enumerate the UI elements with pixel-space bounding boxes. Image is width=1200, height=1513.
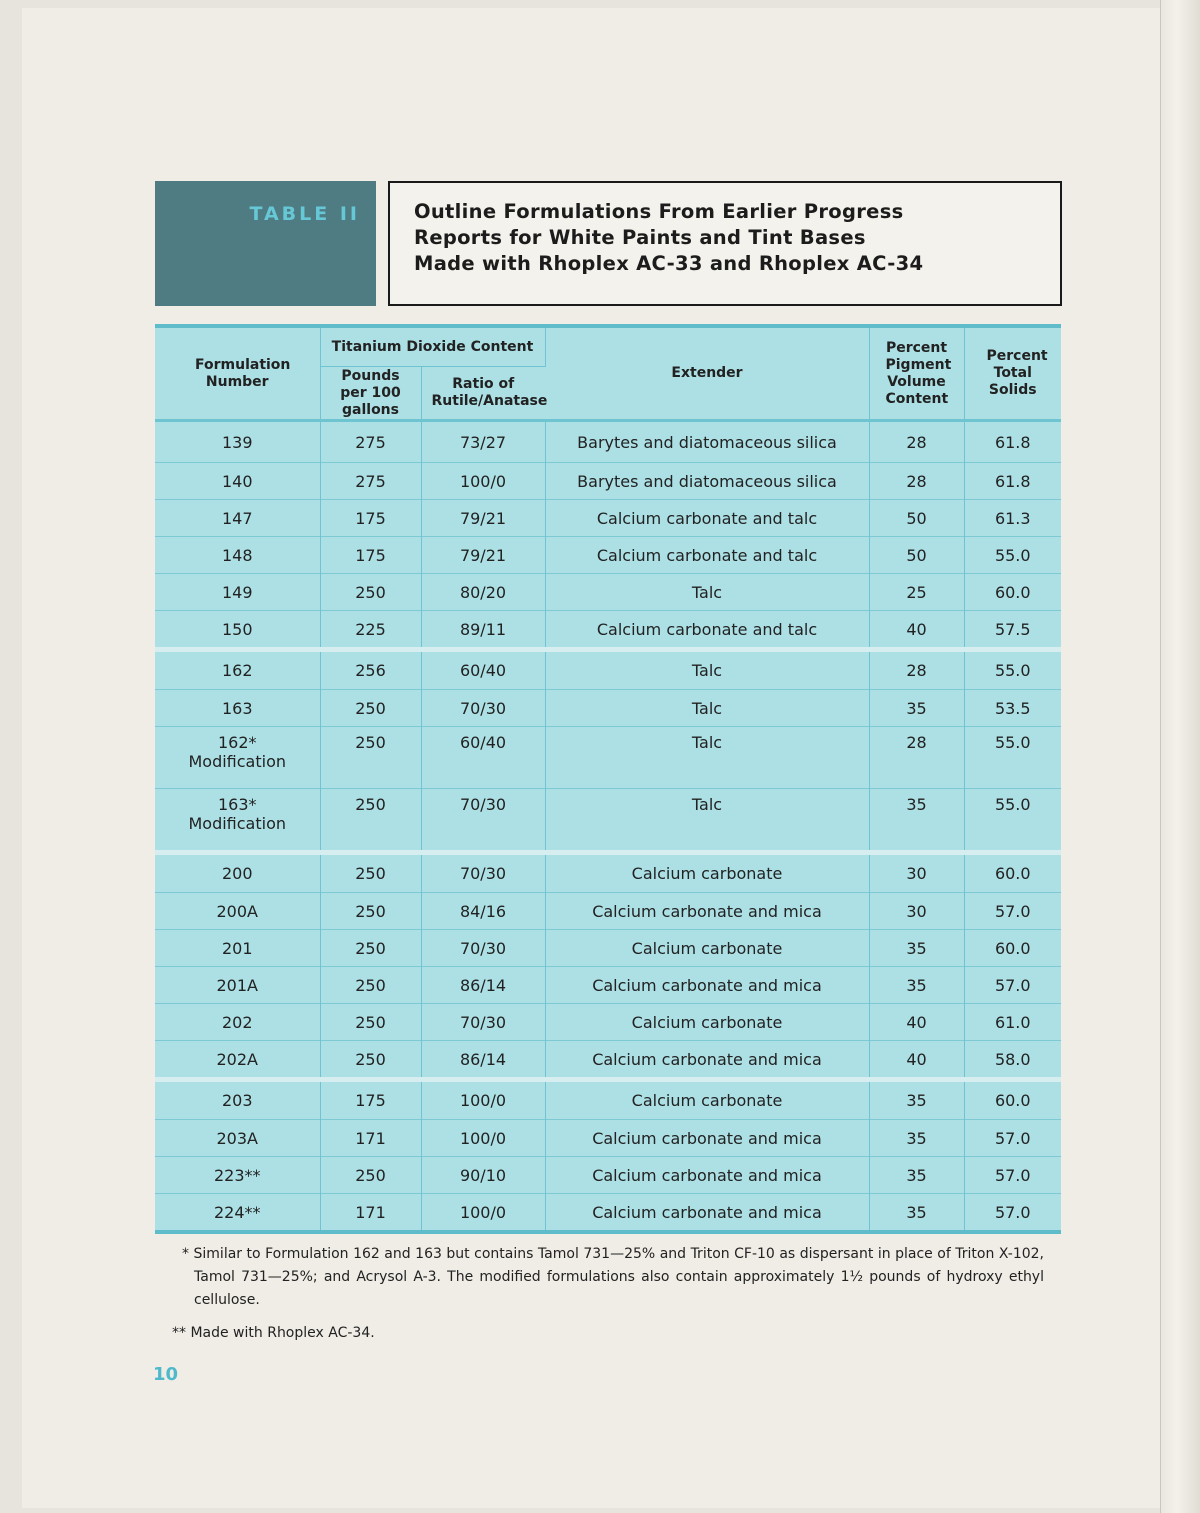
- cell-pounds: [320, 463, 421, 500]
- table-label: TABLE II: [249, 203, 360, 225]
- cell-total-solids: [964, 1120, 1061, 1157]
- cell-ratio-value: 60/40: [459, 661, 507, 680]
- cell-formulation-number-value: 163: [221, 698, 253, 718]
- footnotes: [172, 1243, 1044, 1345]
- cell-ratio-value: 79/21: [459, 545, 507, 565]
- cell-formulation-number-value: 223**: [213, 1165, 261, 1185]
- table-row: [155, 463, 1061, 500]
- cell-pvc-value: 25: [906, 582, 927, 602]
- table-row: [155, 930, 1061, 967]
- cell-pounds-value: 275: [355, 432, 386, 452]
- cell-formulation-number: [155, 1004, 320, 1041]
- cell-ratio: [421, 1080, 545, 1120]
- cell-formulation-number: [155, 1157, 320, 1194]
- cell-ratio: [421, 611, 545, 650]
- cell-pounds-value: 256: [355, 661, 386, 680]
- cell-formulation-number: [155, 967, 320, 1004]
- cell-pvc: [869, 500, 964, 537]
- cell-formulation-number: [155, 500, 320, 537]
- cell-pvc-value: 35: [906, 975, 927, 995]
- cell-total-solids-value: 57.0: [994, 1202, 1031, 1222]
- cell-total-solids: [964, 727, 1061, 789]
- col-header-ratio: Ratio of Rutile/Anatase: [421, 367, 545, 421]
- cell-pounds-value: 250: [355, 864, 386, 883]
- cell-total-solids: [964, 893, 1061, 930]
- cell-ratio-value: 100/0: [459, 1091, 507, 1110]
- cell-pvc: [869, 853, 964, 893]
- cell-pvc-value: 35: [906, 1091, 927, 1110]
- cell-ratio: [421, 650, 545, 690]
- cell-extender: [545, 930, 869, 967]
- cell-formulation-number: [155, 789, 320, 853]
- cell-formulation-number-value: 162: [221, 661, 253, 680]
- cell-pounds: [320, 1004, 421, 1041]
- cell-pounds: [320, 1080, 421, 1120]
- cell-pounds: [320, 789, 421, 853]
- cell-total-solids: [964, 500, 1061, 537]
- cell-formulation-number-value: 201: [221, 938, 253, 958]
- table-row: [155, 1120, 1061, 1157]
- cell-total-solids-value: 55.0: [994, 545, 1031, 565]
- cell-pvc-value: 40: [906, 1012, 927, 1032]
- cell-pounds-value: 250: [355, 1165, 386, 1185]
- cell-total-solids-value: 53.5: [994, 698, 1031, 718]
- cell-total-solids-value: 61.8: [994, 432, 1031, 452]
- cell-extender: [545, 893, 869, 930]
- cell-pvc: [869, 1080, 964, 1120]
- table-row: [155, 1041, 1061, 1080]
- cell-extender: [545, 1041, 869, 1080]
- cell-pvc: [869, 463, 964, 500]
- cell-ratio: [421, 574, 545, 611]
- cell-formulation-note: Modification: [188, 752, 287, 771]
- cell-formulation-number: [155, 421, 320, 463]
- cell-extender: [545, 463, 869, 500]
- cell-pounds-value: 171: [355, 1128, 386, 1148]
- table-row: [155, 421, 1061, 463]
- cell-formulation-number: [155, 537, 320, 574]
- cell-ratio: [421, 1120, 545, 1157]
- cell-ratio-value: 70/30: [459, 938, 507, 958]
- cell-extender: [545, 789, 869, 853]
- cell-pounds-value: 175: [355, 545, 386, 565]
- cell-ratio: [421, 1157, 545, 1194]
- table-row: [155, 1080, 1061, 1120]
- cell-pounds-value: 250: [355, 733, 386, 752]
- cell-ratio: [421, 537, 545, 574]
- cell-formulation-note: Modification: [188, 814, 287, 833]
- cell-pvc-value: 28: [906, 733, 927, 752]
- cell-formulation-number-value: 150: [221, 619, 253, 639]
- cell-extender-value: Calcium carbonate and mica: [592, 1202, 822, 1222]
- cell-pounds: [320, 727, 421, 789]
- cell-pounds: [320, 1041, 421, 1080]
- table-row: [155, 967, 1061, 1004]
- cell-pounds: [320, 421, 421, 463]
- cell-ratio-value: 79/21: [459, 508, 507, 528]
- table-row: [155, 500, 1061, 537]
- cell-pvc-value: 28: [906, 661, 927, 680]
- cell-formulation-number: [155, 690, 320, 727]
- cell-extender: [545, 1080, 869, 1120]
- cell-formulation-number: [155, 853, 320, 893]
- cell-pounds-value: 175: [355, 1091, 386, 1110]
- cell-pounds-value: 250: [355, 901, 386, 921]
- cell-total-solids: [964, 690, 1061, 727]
- cell-total-solids: [964, 967, 1061, 1004]
- cell-ratio: [421, 727, 545, 789]
- cell-total-solids: [964, 930, 1061, 967]
- cell-ratio-value: 70/30: [459, 864, 507, 883]
- cell-pounds-value: 250: [355, 795, 386, 814]
- cell-formulation-number-value: 202A: [216, 1049, 258, 1069]
- cell-pounds-value: 250: [355, 938, 386, 958]
- footnote-double-asterisk: ** Made with Rhoplex AC-34.: [172, 1325, 375, 1341]
- cell-pvc: [869, 1041, 964, 1080]
- cell-ratio-value: 84/16: [459, 901, 507, 921]
- cell-pvc: [869, 574, 964, 611]
- cell-ratio-value: 70/30: [459, 795, 507, 814]
- cell-formulation-number: [155, 1194, 320, 1231]
- table-row: [155, 537, 1061, 574]
- cell-pvc-value: 35: [906, 1202, 927, 1222]
- cell-formulation-number: [155, 574, 320, 611]
- cell-ratio: [421, 463, 545, 500]
- cell-extender: [545, 611, 869, 650]
- cell-extender-value: Calcium carbonate and talc: [596, 619, 818, 639]
- cell-total-solids: [964, 421, 1061, 463]
- cell-pounds: [320, 500, 421, 537]
- cell-ratio-value: 70/30: [459, 698, 507, 718]
- cell-total-solids-value: 61.8: [994, 471, 1031, 491]
- cell-extender-value: Talc: [691, 733, 723, 752]
- cell-extender-value: Talc: [691, 795, 723, 814]
- table-row: [155, 690, 1061, 727]
- cell-total-solids-value: 60.0: [994, 1091, 1031, 1110]
- cell-formulation-number-value: 147: [221, 508, 253, 528]
- cell-pvc-value: 28: [906, 432, 927, 452]
- cell-pvc: [869, 537, 964, 574]
- cell-total-solids: [964, 650, 1061, 690]
- cell-pvc: [869, 421, 964, 463]
- cell-pounds: [320, 1194, 421, 1231]
- cell-pvc-value: 40: [906, 1049, 927, 1069]
- cell-pounds: [320, 967, 421, 1004]
- cell-pounds-value: 250: [355, 582, 386, 602]
- cell-pvc: [869, 1157, 964, 1194]
- cell-formulation-number-value: 200A: [216, 901, 258, 921]
- cell-formulation-number: [155, 727, 320, 789]
- cell-pvc: [869, 893, 964, 930]
- table-title-box: [388, 181, 1062, 306]
- cell-pvc: [869, 1194, 964, 1231]
- cell-ratio: [421, 690, 545, 727]
- cell-total-solids-value: 58.0: [994, 1049, 1031, 1069]
- cell-total-solids: [964, 1004, 1061, 1041]
- cell-extender: [545, 574, 869, 611]
- cell-extender-value: Calcium carbonate and talc: [596, 508, 818, 528]
- cell-pvc-value: 35: [906, 1165, 927, 1185]
- cell-formulation-number-value: 162*: [217, 733, 257, 752]
- cell-extender-value: Calcium carbonate and mica: [592, 975, 822, 995]
- book-spine: [1160, 0, 1200, 1513]
- cell-pvc: [869, 690, 964, 727]
- table-row: [155, 1194, 1061, 1231]
- col-header-total-solids: Percent Total Solids: [964, 328, 1061, 421]
- cell-pvc: [869, 1120, 964, 1157]
- cell-pvc: [869, 789, 964, 853]
- cell-extender: [545, 1120, 869, 1157]
- cell-pounds: [320, 690, 421, 727]
- title-line-3: Made with Rhoplex AC-33 and Rhoplex AC-34: [414, 252, 924, 275]
- cell-formulation-number: [155, 650, 320, 690]
- cell-pounds: [320, 930, 421, 967]
- table-row: [155, 853, 1061, 893]
- col-header-pvc: Percent Pigment Volume Content: [869, 328, 964, 421]
- cell-pounds: [320, 537, 421, 574]
- cell-extender: [545, 537, 869, 574]
- cell-pvc-value: 35: [906, 795, 927, 814]
- cell-extender-value: Barytes and diatomaceous silica: [577, 432, 837, 452]
- cell-pounds-value: 175: [355, 508, 386, 528]
- cell-formulation-number-value: 201A: [216, 975, 258, 995]
- cell-extender: [545, 967, 869, 1004]
- cell-ratio: [421, 930, 545, 967]
- cell-formulation-number-value: 200: [221, 864, 253, 883]
- cell-total-solids: [964, 537, 1061, 574]
- cell-total-solids-value: 60.0: [994, 864, 1031, 883]
- cell-extender: [545, 421, 869, 463]
- cell-ratio-value: 100/0: [459, 1202, 507, 1222]
- cell-pvc: [869, 650, 964, 690]
- table-row: [155, 727, 1061, 789]
- cell-ratio-value: 73/27: [459, 432, 507, 452]
- cell-formulation-number: [155, 893, 320, 930]
- cell-ratio-value: 90/10: [459, 1165, 507, 1185]
- col-header-pounds: Pounds per 100 gallons: [320, 367, 421, 421]
- cell-extender-value: Calcium carbonate and talc: [596, 545, 818, 565]
- cell-total-solids-value: 60.0: [994, 938, 1031, 958]
- cell-total-solids: [964, 1157, 1061, 1194]
- cell-extender-value: Calcium carbonate and mica: [592, 1128, 822, 1148]
- table-row: [155, 893, 1061, 930]
- cell-pounds: [320, 853, 421, 893]
- cell-ratio: [421, 1194, 545, 1231]
- cell-ratio-value: 100/0: [459, 471, 507, 491]
- cell-formulation-number-value: 203A: [216, 1128, 258, 1148]
- table-row: [155, 1004, 1061, 1041]
- cell-pounds: [320, 893, 421, 930]
- cell-total-solids-value: 55.0: [994, 733, 1031, 752]
- cell-total-solids: [964, 853, 1061, 893]
- table-title: [414, 199, 1054, 277]
- cell-total-solids: [964, 789, 1061, 853]
- cell-extender: [545, 650, 869, 690]
- cell-ratio: [421, 853, 545, 893]
- cell-total-solids: [964, 574, 1061, 611]
- title-line-1: Outline Formulations From Earlier Progress: [414, 200, 904, 223]
- cell-formulation-number-value: 149: [221, 582, 253, 602]
- cell-total-solids-value: 57.0: [994, 975, 1031, 995]
- cell-formulation-number: [155, 463, 320, 500]
- cell-formulation-number: [155, 611, 320, 650]
- cell-pounds-value: 275: [355, 471, 386, 491]
- cell-formulation-number: [155, 930, 320, 967]
- cell-extender-value: Calcium carbonate and mica: [592, 1165, 822, 1185]
- cell-ratio: [421, 967, 545, 1004]
- table-label-block: [155, 181, 376, 306]
- cell-extender-value: Calcium carbonate: [631, 938, 783, 958]
- cell-ratio: [421, 789, 545, 853]
- cell-extender: [545, 690, 869, 727]
- cell-total-solids-value: 57.0: [994, 1128, 1031, 1148]
- col-header-tio2-content: Titanium Dioxide Content: [320, 328, 545, 367]
- cell-extender-value: Talc: [691, 582, 723, 602]
- cell-pounds-value: 250: [355, 975, 386, 995]
- page-number: 10: [153, 1364, 179, 1385]
- cell-pvc-value: 35: [906, 1128, 927, 1148]
- cell-pounds-value: 250: [355, 698, 386, 718]
- cell-total-solids: [964, 463, 1061, 500]
- cell-extender-value: Talc: [691, 698, 723, 718]
- cell-ratio-value: 70/30: [459, 1012, 507, 1032]
- cell-pvc: [869, 930, 964, 967]
- cell-extender-value: Calcium carbonate: [631, 864, 783, 883]
- cell-pounds: [320, 574, 421, 611]
- formulations-table: [155, 324, 1061, 1234]
- cell-pvc: [869, 727, 964, 789]
- cell-pvc-value: 50: [906, 545, 927, 565]
- table-row: [155, 650, 1061, 690]
- cell-formulation-number-value: 224**: [213, 1202, 261, 1222]
- cell-pvc-value: 35: [906, 938, 927, 958]
- cell-extender-value: Calcium carbonate and mica: [592, 1049, 822, 1069]
- col-header-formulation-number: Formulation Number: [155, 328, 320, 421]
- cell-pvc-value: 35: [906, 698, 927, 718]
- cell-ratio-value: 80/20: [459, 582, 507, 602]
- cell-total-solids-value: 57.5: [994, 619, 1031, 639]
- cell-pounds-value: 250: [355, 1012, 386, 1032]
- cell-total-solids: [964, 611, 1061, 650]
- cell-pvc-value: 40: [906, 619, 927, 639]
- cell-extender-value: Calcium carbonate and mica: [592, 901, 822, 921]
- cell-extender-value: Calcium carbonate: [631, 1012, 783, 1032]
- cell-total-solids-value: 57.0: [994, 901, 1031, 921]
- cell-ratio: [421, 1041, 545, 1080]
- cell-formulation-number: [155, 1041, 320, 1080]
- cell-total-solids: [964, 1080, 1061, 1120]
- cell-pounds: [320, 1157, 421, 1194]
- table-row: [155, 789, 1061, 853]
- table-row: [155, 1157, 1061, 1194]
- cell-pounds: [320, 611, 421, 650]
- cell-ratio-value: 86/14: [459, 1049, 507, 1069]
- cell-formulation-number-value: 203: [221, 1091, 253, 1110]
- cell-total-solids-value: 60.0: [994, 582, 1031, 602]
- cell-extender-value: Calcium carbonate: [631, 1091, 783, 1110]
- cell-extender: [545, 853, 869, 893]
- cell-pvc-value: 50: [906, 508, 927, 528]
- cell-pvc-value: 30: [906, 901, 927, 921]
- cell-ratio: [421, 1004, 545, 1041]
- footnote-single-asterisk: * Similar to Formulation 162 and 163 but contains Tamol 731—25% and Triton CF-10 as dispersant in place of Triton X-102, Tamol 731—25%; and Acrysol A-3. The modified formulations also contain approximately 1½ pounds of hydroxy ethyl cellulose.: [182, 1246, 1044, 1308]
- cell-pounds-value: 250: [355, 1049, 386, 1069]
- cell-total-solids: [964, 1194, 1061, 1231]
- cell-pounds-value: 225: [355, 619, 386, 639]
- cell-pounds: [320, 650, 421, 690]
- cell-extender: [545, 1004, 869, 1041]
- cell-total-solids-value: 55.0: [994, 661, 1031, 680]
- cell-extender: [545, 727, 869, 789]
- table-row: [155, 574, 1061, 611]
- cell-pvc-value: 30: [906, 864, 927, 883]
- cell-pounds: [320, 1120, 421, 1157]
- cell-ratio-value: 89/11: [459, 619, 507, 639]
- cell-ratio-value: 86/14: [459, 975, 507, 995]
- cell-pvc: [869, 611, 964, 650]
- cell-total-solids-value: 57.0: [994, 1165, 1031, 1185]
- cell-ratio: [421, 421, 545, 463]
- cell-extender: [545, 500, 869, 537]
- cell-formulation-number-value: 148: [221, 545, 253, 565]
- col-header-extender: Extender: [545, 328, 869, 421]
- cell-ratio-value: 60/40: [459, 733, 507, 752]
- cell-pvc-value: 28: [906, 471, 927, 491]
- cell-extender: [545, 1157, 869, 1194]
- cell-formulation-number-value: 139: [221, 432, 253, 452]
- cell-total-solids: [964, 1041, 1061, 1080]
- cell-pvc: [869, 967, 964, 1004]
- table-row: [155, 611, 1061, 650]
- cell-ratio: [421, 500, 545, 537]
- title-line-2: Reports for White Paints and Tint Bases: [414, 226, 866, 249]
- cell-extender: [545, 1194, 869, 1231]
- cell-formulation-number: [155, 1120, 320, 1157]
- cell-formulation-number-value: 140: [221, 471, 253, 491]
- cell-total-solids-value: 61.0: [994, 1012, 1031, 1032]
- cell-formulation-number: [155, 1080, 320, 1120]
- cell-ratio: [421, 893, 545, 930]
- cell-total-solids-value: 61.3: [994, 508, 1031, 528]
- cell-extender-value: Talc: [691, 661, 723, 680]
- cell-pounds-value: 171: [355, 1202, 386, 1222]
- cell-ratio-value: 100/0: [459, 1128, 507, 1148]
- cell-formulation-number-value: 202: [221, 1012, 253, 1032]
- cell-formulation-number-value: 163*: [217, 795, 257, 814]
- cell-extender-value: Barytes and diatomaceous silica: [577, 471, 837, 491]
- cell-pvc: [869, 1004, 964, 1041]
- cell-total-solids-value: 55.0: [994, 795, 1031, 814]
